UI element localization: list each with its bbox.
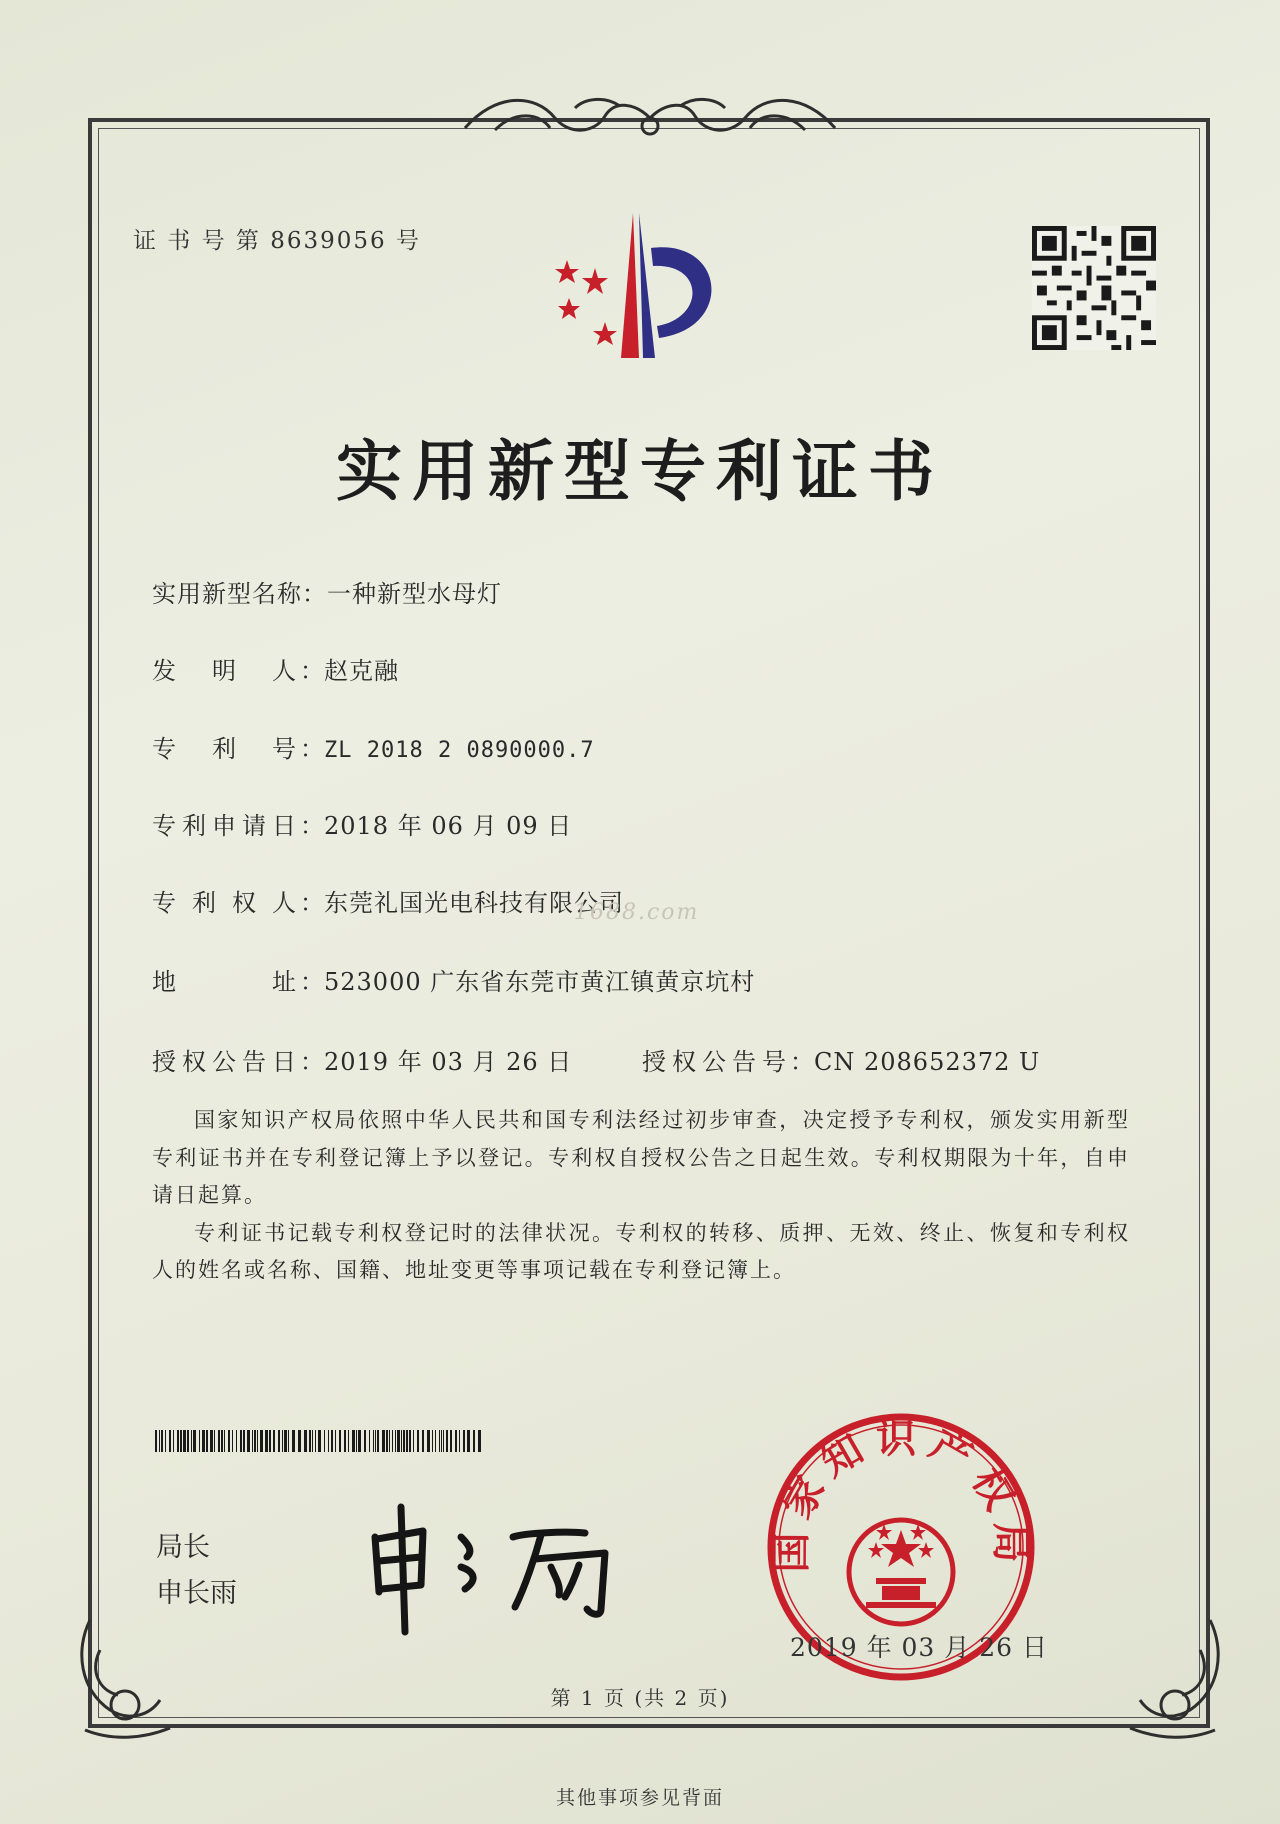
- field-colon: ：: [300, 657, 324, 685]
- field-address: [152, 962, 755, 997]
- director-signature: [365, 1497, 645, 1637]
- body-paragraph: 专利证书记载专利权登记时的法律状况。专利权的转移、质押、无效、终止、恢复和专利权人的姓名或名称、国籍、地址变更等事项记载在专利登记簿上。: [152, 1220, 1130, 1282]
- field-colon: ：: [300, 889, 324, 917]
- seal-date: 2019 年 03 月 26 日: [790, 1633, 1048, 1662]
- page-number: 第 1 页 (共 2 页): [550, 1686, 730, 1710]
- field-colon: ：: [300, 735, 324, 763]
- field-patentee: [152, 883, 624, 918]
- director-name: 申长雨: [156, 1578, 237, 1609]
- patent-office-logo-icon: [555, 208, 755, 358]
- field-label: 专利权人: [152, 889, 300, 917]
- field-label: 授权公告号: [642, 1048, 790, 1076]
- field-grant-announcement-date: [152, 1042, 572, 1077]
- field-patent-number: [152, 729, 595, 764]
- field-label: 实用新型名称：: [152, 580, 327, 608]
- field-value: 赵克融: [324, 657, 399, 685]
- director-block: [156, 1525, 237, 1617]
- field-value: ZL 2018 2 0890000.7: [324, 738, 595, 763]
- field-label: 地址: [152, 968, 300, 996]
- certificate-number: 证 书 号 第 8639056 号: [133, 228, 421, 254]
- qr-code-icon: [1032, 226, 1156, 350]
- field-grant-announcement-number: [642, 1042, 1040, 1077]
- field-value: 东莞礼国光电科技有限公司: [324, 889, 624, 917]
- field-value: 2019 年 03 月 26 日: [324, 1048, 573, 1076]
- field-inventor: [152, 651, 399, 686]
- body-paragraph: 国家知识产权局依照中华人民共和国专利法经过初步审查，决定授予专利权，颁发实用新型专利证书并在专利登记簿上予以登记。专利权自授权公告之日起生效。专利权期限为十年，自申请日起算。: [152, 1108, 1130, 1207]
- certificate-body: [152, 1102, 1130, 1290]
- barcode-icon: [155, 1430, 485, 1452]
- field-label: 发明人: [152, 657, 300, 685]
- field-application-date: [152, 806, 572, 841]
- field-colon: ：: [300, 968, 324, 996]
- field-utility-model-name: [152, 574, 502, 609]
- field-value: 一种新型水母灯: [327, 580, 502, 608]
- field-value: 523000 广东省东莞市黄江镇黄京坑村: [324, 968, 756, 996]
- certificate-title: 实用新型专利证书: [336, 433, 944, 510]
- svg-text:国家知识产权局: 国家知识产权局: [768, 1416, 1034, 1573]
- field-value: 2018 年 06 月 09 日: [324, 812, 573, 840]
- field-colon: ：: [790, 1048, 814, 1076]
- field-label: 授权公告日: [152, 1048, 300, 1076]
- field-label: 专利申请日: [152, 812, 300, 840]
- footer-note: 其他事项参见背面: [555, 1787, 724, 1809]
- top-ornament: [455, 88, 845, 150]
- director-title: 局长: [156, 1532, 210, 1563]
- watermark: 1688.com: [574, 900, 700, 925]
- field-colon: ：: [300, 1048, 324, 1076]
- bottom-left-ornament: [70, 1610, 190, 1750]
- field-value: CN 208652372 U: [814, 1048, 1041, 1076]
- bottom-right-ornament: [1110, 1610, 1230, 1750]
- field-colon: ：: [300, 812, 324, 840]
- field-label: 专利号: [152, 735, 300, 763]
